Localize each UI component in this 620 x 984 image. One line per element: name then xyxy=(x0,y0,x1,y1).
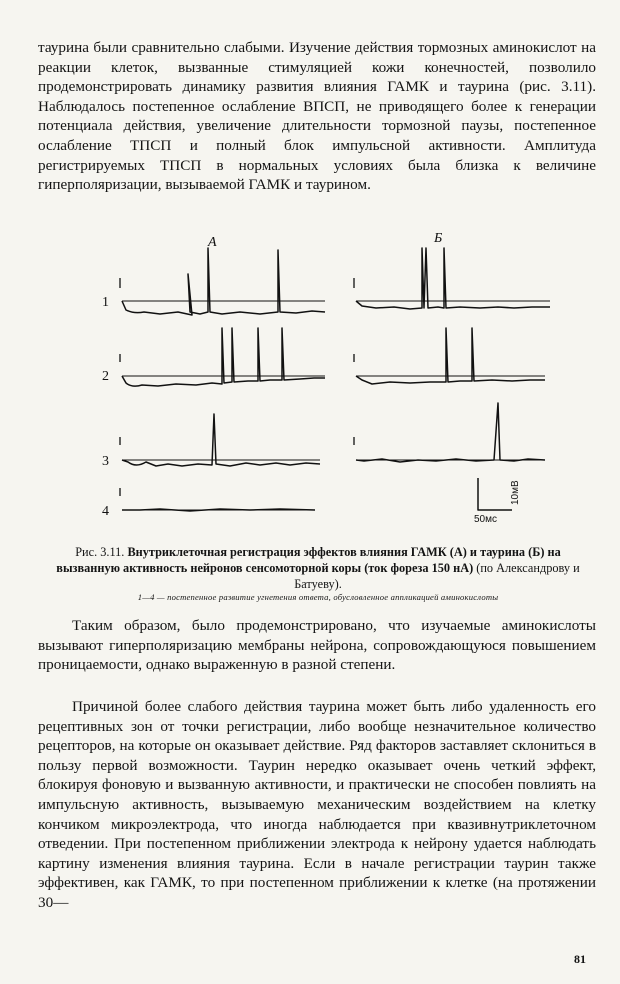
panel-b-label: Б xyxy=(434,231,443,246)
figure-3-11 xyxy=(100,228,560,526)
trace-a-4 xyxy=(122,509,315,511)
caption-source: (по Александрову и Батуеву). xyxy=(294,561,580,591)
figure-caption xyxy=(44,544,592,592)
figure-legend: 1—4 — постепенное развитие угнетения ответа, обусловленное аппликацией аминокислоты xyxy=(137,592,499,602)
trace-a-2 xyxy=(122,328,325,386)
page-number: 81 xyxy=(574,952,586,966)
caption-prefix: Рис. 3.11. xyxy=(75,545,125,559)
trace-a-3 xyxy=(122,414,320,466)
panel-a-label: А xyxy=(208,235,217,250)
scale-bar xyxy=(474,478,521,525)
trace-b-3 xyxy=(356,403,545,462)
trace-b-1 xyxy=(356,248,550,309)
row-label-3: 3 xyxy=(102,454,109,469)
row-label-1: 1 xyxy=(102,295,109,310)
trace-b-2 xyxy=(356,328,545,384)
paragraph-top: таурина были сравнительно слабыми. Изучение действия тормозных аминокислот на реакции клеток, вызванные стимуляцией кожи конечностей, позволило продемонстрировать динамику развития влияния ГАМК и таурина (рис. 3.11). Наблюдалось постепенное ослабление ВПСП, не приводящего более к генерации потенциала действия, увеличение длительности тормозной паузы, постепенное ослабление ТПСП и полный блок импульсной активности. Амплитуда регистрируемых ТПСП в нормальных условиях была близка к величине гиперполяризации, вызываемой ГАМК и таурином. xyxy=(38,39,596,194)
scale-voltage: 10мВ xyxy=(510,480,521,505)
row-label-4: 4 xyxy=(102,504,109,519)
paragraph-bottom: Причиной более слабого действия таурина может быть либо удаленность его рецептивных зон от точки регистрации, либо вообще незначительное количество рецепторов, на которые он оказывает действие. Ряд факторов заставляет склониться в пользу первой возможности. Таурин нередко оказывает очень четкий эффект, блокируя фоновую и вызванную активности, и практически не способен повлиять на импульсную активность, вызываемую механическим воздействием на клетку кончиком микроэлектрода, что иногда наблюдается при квазивнутриклеточном отведении. При постепенном приближении электрода к нейрону удается наблюдать картину изменения влияния таурина. Если в начале регистрации таурин также эффективен, как ГАМК, то при постепенном приближении к клетке (на протяжении 30— xyxy=(38,698,596,911)
caption-bold-text: Внутриклеточная регистрация эффектов влияния ГАМК (А) и таурина (Б) на вызванную активность нейронов сенсомоторной коры (ток фореза 150 нА) xyxy=(56,545,561,575)
row-label-2: 2 xyxy=(102,369,109,384)
trace-a-1 xyxy=(122,248,325,315)
paragraph-middle: Таким образом, было продемонстрировано, что изучаемые аминокислоты вызывают гиперполяризацию мембраны нейрона, сопровождающуюся повышением проницаемости, однако выраженную в разной степени. xyxy=(38,617,596,674)
scale-time: 50мс xyxy=(474,514,497,525)
